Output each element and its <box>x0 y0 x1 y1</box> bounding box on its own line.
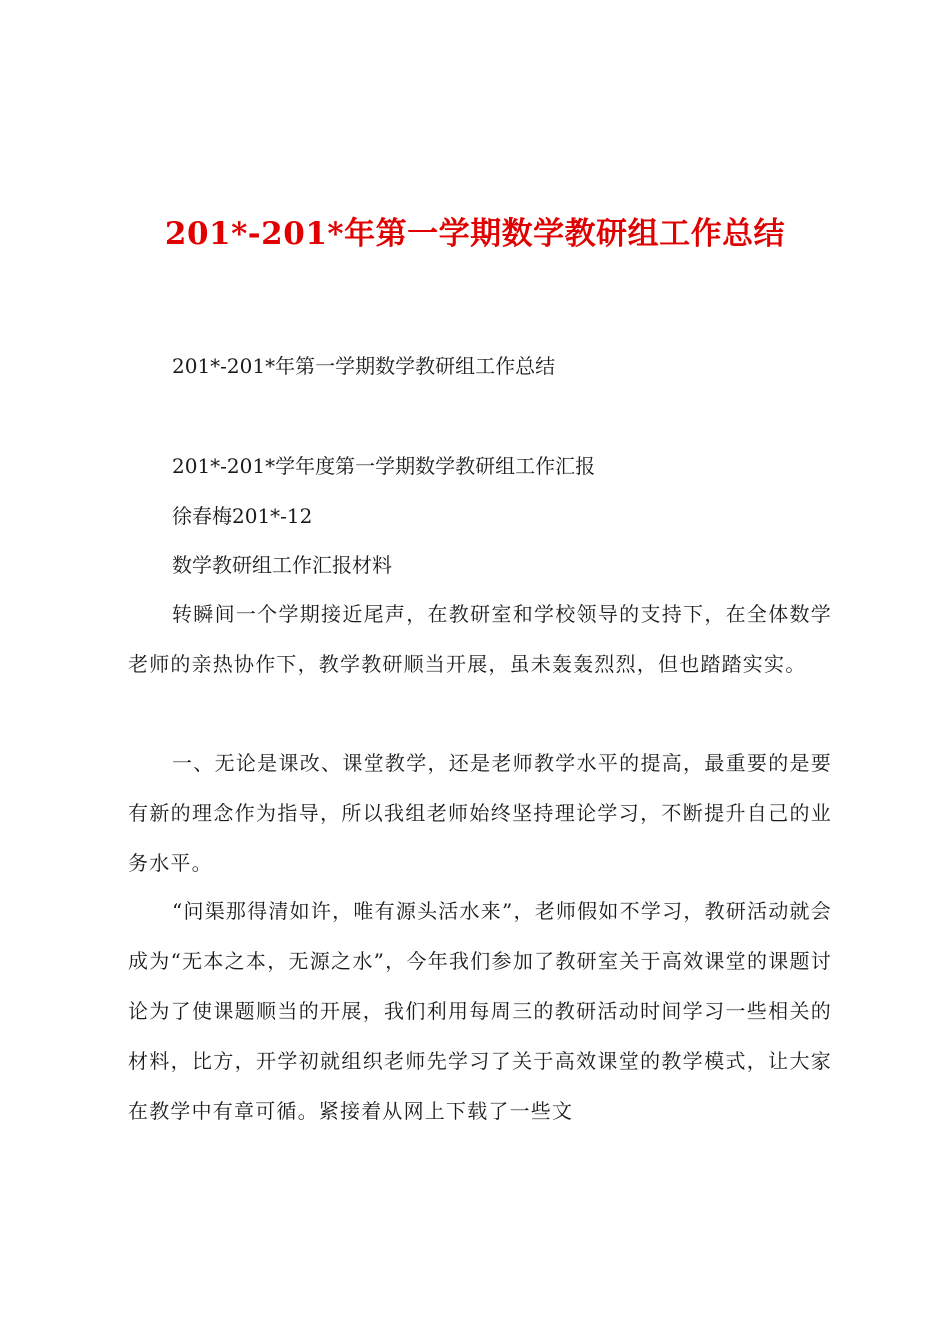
report-title-line: 201*-201*学年度第一学期数学教研组工作汇报 <box>172 454 596 478</box>
subtitle-line: 201*-201*年第一学期数学教研组工作总结 <box>172 354 556 378</box>
material-title-line: 数学教研组工作汇报材料 <box>172 553 392 577</box>
author-date-line: 徐春梅201*-12 <box>172 504 313 528</box>
body-paragraph: “问渠那得清如许，唯有源头活水来”，老师假如不学习，教研活动就会成为“无本之本，无源之水”，今年我们参加了教研室关于高效课堂的课题讨论为了使课题顺当的开展，我们利用每周三的教研活动时间学习一些相关的材料，比方，开学初就组织老师先学习了关于高效课堂的教学模式，让大家在教学中有章可循。紧接着从网上下载了一些文 <box>128 899 832 1123</box>
body-paragraph: 转瞬间一个学期接近尾声，在教研室和学校领导的支持下，在全体数学老师的亲热协作下，教学教研顺当开展，虽未轰轰烈烈，但也踏踏实实。 <box>128 602 832 676</box>
body-paragraph: 一、无论是课改、课堂教学，还是老师教学水平的提高，最重要的是要有新的理念作为指导，所以我组老师始终坚持理论学习，不断提升自己的业务水平。 <box>128 751 832 875</box>
document-title: 201*-201*年第一学期数学教研组工作总结 <box>164 216 786 252</box>
